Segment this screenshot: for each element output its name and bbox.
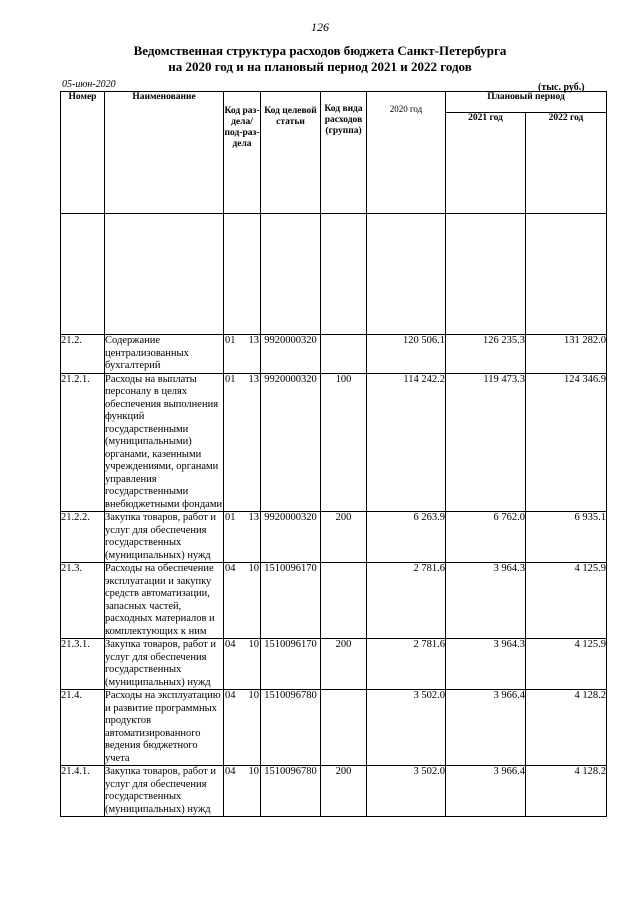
row-csr: 1510096170 xyxy=(261,639,321,690)
row-amount-2020: 3 502.0 xyxy=(367,690,446,766)
podrazdel-code: 13 xyxy=(248,373,259,385)
row-amount-2020: 6 263.9 xyxy=(367,512,446,563)
podrazdel-code: 13 xyxy=(248,335,259,346)
podrazdel-code: 13 xyxy=(248,512,259,523)
row-amount-2021: 126 235.3 xyxy=(446,335,526,374)
razdel-code: 01 xyxy=(225,512,236,523)
row-amount-2021: 3 964.3 xyxy=(446,639,526,690)
razdel-code: 04 xyxy=(225,639,236,650)
header-2022: 2022 год xyxy=(526,113,607,214)
table-row xyxy=(61,563,607,639)
table-row xyxy=(61,766,607,817)
row-razdel xyxy=(224,766,261,817)
row-razdel xyxy=(224,512,261,563)
row-name: Закупка товаров, работ и услуг для обеспечения государственных (муниципальных) нужд xyxy=(105,512,224,563)
row-amount-2020: 2 781.6 xyxy=(367,639,446,690)
row-csr: 1510096170 xyxy=(261,563,321,639)
row-csr: 9920000320 xyxy=(261,335,321,374)
row-razdel xyxy=(224,690,261,766)
razdel-code: 01 xyxy=(225,335,236,346)
header-number: Номер xyxy=(61,92,105,214)
row-number: 21.2. xyxy=(61,335,105,374)
header-csr: Код целевой статьи xyxy=(261,92,321,214)
row-amount-2022: 4 125.9 xyxy=(526,639,607,690)
row-vr xyxy=(321,335,367,374)
table-row xyxy=(61,639,607,690)
razdel-code: 04 xyxy=(225,766,236,777)
row-name: Закупка товаров, работ и услуг для обеспечения государственных (муниципальных) нужд xyxy=(105,639,224,690)
table-row xyxy=(61,690,607,766)
row-razdel xyxy=(224,373,261,512)
row-amount-2020: 120 506.1 xyxy=(367,335,446,374)
row-name: Закупка товаров, работ и услуг для обеспечения государственных (муниципальных) нужд xyxy=(105,766,224,817)
table-row xyxy=(61,512,607,563)
row-amount-2021: 3 966.4 xyxy=(446,690,526,766)
header-2020: 2020 год xyxy=(367,92,446,214)
row-csr: 1510096780 xyxy=(261,690,321,766)
row-razdel xyxy=(224,639,261,690)
razdel-code: 04 xyxy=(225,563,236,574)
row-vr: 200 xyxy=(321,639,367,690)
row-vr: 200 xyxy=(321,512,367,563)
header-plan-period: Плановый период xyxy=(446,92,607,113)
row-name: Расходы на выплаты персоналу в целях обеспечения выполнения функций государственными (муниципальными) органами, казенными учреждениями, органами управления государственными внебюджетными фондами xyxy=(105,373,223,510)
row-name: Расходы на обеспечение эксплуатации и закупку средств автоматизации, запасных частей, расходных материалов и комплектующих к ним xyxy=(105,563,224,639)
row-number: 21.3. xyxy=(61,563,105,639)
table-row xyxy=(61,335,607,374)
row-amount-2022: 4 128.2 xyxy=(526,766,607,817)
razdel-code: 04 xyxy=(225,690,236,701)
header-2021: 2021 год xyxy=(446,113,526,214)
row-vr xyxy=(321,690,367,766)
row-amount-2020: 114 242.2 xyxy=(367,373,446,512)
podrazdel-code: 10 xyxy=(248,563,259,574)
podrazdel-code: 10 xyxy=(248,690,259,701)
row-amount-2020: 2 781.6 xyxy=(367,563,446,639)
row-number: 21.4.1. xyxy=(61,766,105,817)
table-body xyxy=(61,214,607,817)
units-label: (тыс. руб.) xyxy=(538,82,585,93)
document-date: 05-июн-2020 xyxy=(62,79,116,90)
row-name: Расходы на эксплуатацию и развитие программных продуктов автоматизированного ведения бюджетного учета xyxy=(105,690,224,766)
budget-table xyxy=(60,91,607,817)
table-row xyxy=(61,373,607,512)
row-amount-2021: 3 966.4 xyxy=(446,766,526,817)
row-number: 21.2.1. xyxy=(61,373,105,512)
row-amount-2022: 6 935.1 xyxy=(526,512,607,563)
row-razdel xyxy=(224,335,261,374)
row-csr: 9920000320 xyxy=(261,512,321,563)
podrazdel-code: 10 xyxy=(248,766,259,777)
row-amount-2022: 124 346.9 xyxy=(526,373,607,512)
row-amount-2021: 6 762.0 xyxy=(446,512,526,563)
row-name: Содержание централизованных бухгалтерий xyxy=(105,335,224,374)
page-number: 126 xyxy=(311,20,329,34)
row-csr: 9920000320 xyxy=(261,373,321,512)
row-amount-2022: 4 125.9 xyxy=(526,563,607,639)
row-amount-2021: 119 473.3 xyxy=(446,373,526,512)
title-line-1: Ведомственная структура расходов бюджета Санкт-Петербурга xyxy=(133,43,507,58)
document-title xyxy=(0,43,640,75)
row-number: 21.4. xyxy=(61,690,105,766)
header-razdel: Код раз-дела/ под-раз-дела xyxy=(224,92,261,214)
row-number: 21.2.2. xyxy=(61,512,105,563)
podrazdel-code: 10 xyxy=(248,639,259,650)
row-amount-2022: 131 282.0 xyxy=(526,335,607,374)
razdel-code: 01 xyxy=(225,373,236,385)
row-vr xyxy=(321,563,367,639)
row-amount-2020: 3 502.0 xyxy=(367,766,446,817)
row-csr: 1510096780 xyxy=(261,766,321,817)
row-razdel xyxy=(224,563,261,639)
spacer-row xyxy=(61,214,607,335)
row-vr: 100 xyxy=(321,373,367,512)
header-vr: Код вида расходов (группа) xyxy=(321,92,367,214)
header-name: Наименование xyxy=(105,92,224,214)
row-amount-2022: 4 128.2 xyxy=(526,690,607,766)
row-vr: 200 xyxy=(321,766,367,817)
row-amount-2021: 3 964.3 xyxy=(446,563,526,639)
title-line-2: на 2020 год и на плановый период 2021 и 2022 годов xyxy=(168,59,472,74)
row-number: 21.3.1. xyxy=(61,639,105,690)
